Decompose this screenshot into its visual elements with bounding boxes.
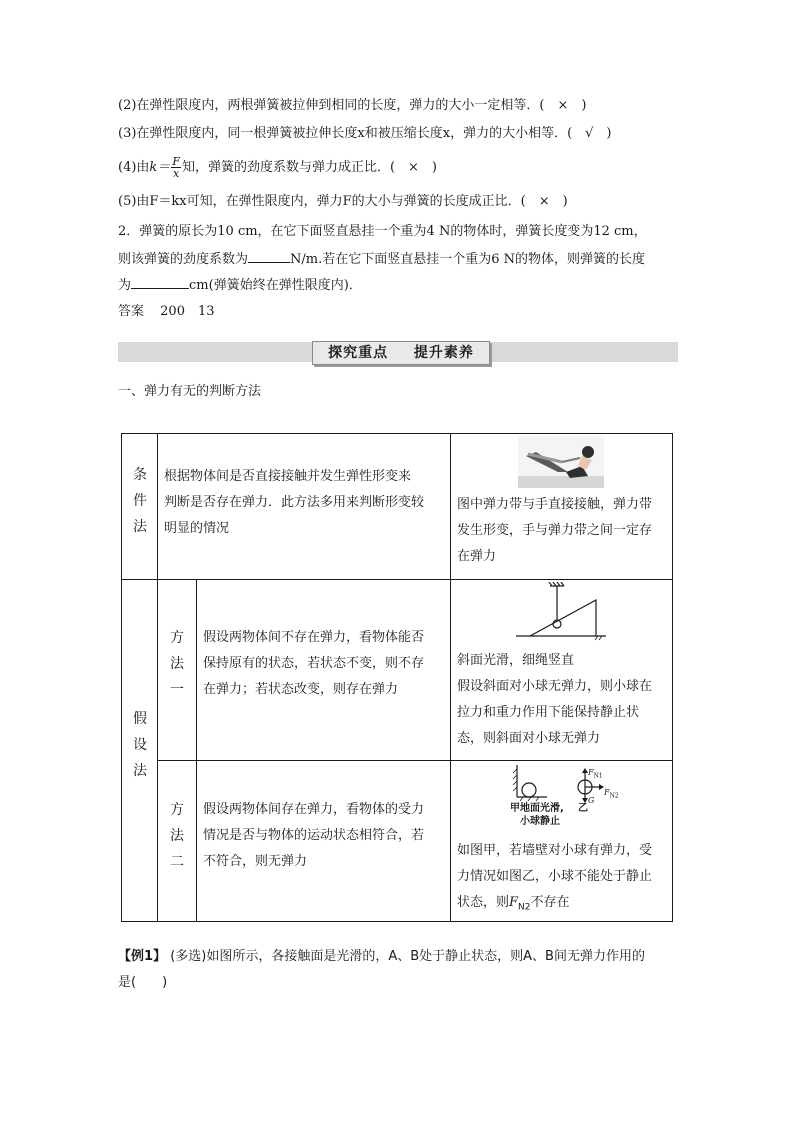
method-one-example [457, 648, 652, 752]
desc-line: 假设两物体间存在弹力，看物体的受力 [203, 802, 425, 817]
elastic-band-photo [518, 436, 604, 488]
label-char: 方 [170, 630, 184, 646]
example-1-label: 【例1】 [118, 949, 167, 964]
fraction-denominator: x [173, 167, 180, 180]
example-line: 态，则斜面对小球无弹力 [457, 731, 601, 746]
label-method-two [158, 797, 196, 875]
example-line: 图中弹力带与手直接接触，弹力带 [457, 497, 653, 512]
condition-method-example [457, 492, 652, 570]
example-3a: 状态，则 [457, 895, 510, 910]
example-1-text: (多选)如图所示，各接触面是光滑的，A、B处于静止状态，则A、B间无弹力作用的 [170, 949, 645, 964]
fbd-label-fn2 [604, 788, 619, 800]
fn1-sub: N1 [593, 772, 603, 780]
judgment-5: (5)由F＝kx可知，在弹性限度内，弹力F的大小与弹簧的长度成正比．( × ) [118, 194, 568, 209]
incline-ball-figure [512, 582, 612, 646]
judgment-4-suffix: 知，弹簧的劲度系数与弹力成正比．( × ) [181, 160, 437, 175]
judgment-4-k: k＝ [149, 160, 171, 175]
answer-values: 200 13 [160, 304, 215, 319]
label-char: 条 [133, 467, 147, 483]
desc-line: 判断是否存在弹力．此方法多用来判断形变较 [164, 495, 425, 510]
fbd-label-fn1 [588, 768, 603, 780]
desc-line: 根据物体间是否直接接触并发生弹性形变来 [164, 469, 412, 484]
fbd-label-g: G [588, 796, 595, 805]
label-char: 法 [170, 656, 184, 672]
label-char: 假 [133, 711, 147, 727]
fraction-numerator: F [172, 155, 180, 168]
question2-line3-a: 为 [118, 278, 132, 293]
example-line: 如图甲，若墙壁对小球有弹力，受 [457, 843, 653, 858]
question2-line1: 2．弹簧的原长为10 cm，在它下面竖直悬挂一个重为4 N的物体时，弹簧长度变为12 cm， [118, 224, 647, 239]
label-char: 二 [170, 854, 184, 870]
label-char: 设 [133, 737, 147, 753]
fn1-letter: F [588, 768, 594, 777]
label-condition-method [122, 462, 158, 540]
method-one-desc [203, 625, 424, 703]
example-line [457, 890, 652, 921]
desc-line: 假设两物体间不存在弹力，看物体能否 [203, 630, 425, 645]
question2-line2-a: 则该弹簧的劲度系数为 [118, 252, 249, 267]
label-char: 件 [133, 493, 147, 509]
example-3b: 不存在 [530, 895, 570, 910]
fn2-sub: N2 [609, 792, 619, 800]
judgment-3: (3)在弹性限度内，同一根弹簧被拉伸长度x和被压缩长度x，弹力的大小相等．( √ ) [118, 126, 612, 141]
fig-label-yi: 乙 [578, 803, 588, 814]
example-1-line [118, 946, 645, 968]
method-two-desc [203, 797, 424, 875]
example-line: 拉力和重力作用下能保持静止状 [457, 705, 640, 720]
example-line: 在弹力 [457, 549, 497, 564]
example-line: 发生形变，手与弹力带之间一定存 [457, 523, 653, 538]
answer-label: 答案 [118, 304, 145, 319]
section-title: 一、弹力有无的判断方法 [118, 384, 262, 399]
question2-line3-b: cm(弹簧始终在弹性限度内)． [189, 278, 362, 293]
fig-caption-2: 小球静止 [520, 816, 560, 827]
judgment-2: (2)在弹性限度内，两根弹簧被拉伸到相同的长度，弹力的大小一定相等．( × ) [118, 98, 587, 113]
label-method-one [158, 625, 196, 703]
fn2-letter: F [604, 788, 610, 797]
example-line: 假设斜面对小球无弹力，则小球在 [457, 679, 653, 694]
desc-line: 明显的情况 [164, 521, 230, 536]
fn2-symbol-sub: N2 [518, 902, 531, 913]
question2-line2-b: N/m.若在它下面竖直悬挂一个重为6 N的物体，则弹簧的长度 [290, 252, 646, 267]
label-char: 法 [133, 763, 147, 779]
fig-caption-1: 甲地面光滑, [510, 803, 564, 814]
method-two-example [457, 838, 652, 921]
label-hypothesis-method [122, 706, 158, 784]
label-char: 方 [170, 802, 184, 818]
example-1-line2: 是( ) [118, 975, 168, 990]
judgment-4-prefix: (4)由 [118, 160, 150, 175]
desc-line: 在弹力；若状态改变，则存在弹力 [203, 682, 399, 697]
banner-left: 探究重点 [328, 345, 389, 361]
label-char: 一 [170, 682, 184, 698]
example-line: 力情况如图乙，小球不能处于静止 [457, 869, 653, 884]
example-line: 斜面光滑，细绳竖直 [457, 653, 575, 668]
condition-method-desc [164, 464, 424, 542]
fn2-symbol: F [509, 895, 519, 910]
desc-line: 不符合，则无弹力 [203, 854, 308, 869]
banner-right: 提升素养 [413, 345, 474, 361]
desc-line: 保持原有的状态，若状态不变，则不存 [203, 656, 425, 671]
desc-line: 情况是否与物体的运动状态相符合，若 [203, 828, 425, 843]
label-char: 法 [170, 828, 184, 844]
label-char: 法 [133, 519, 147, 535]
